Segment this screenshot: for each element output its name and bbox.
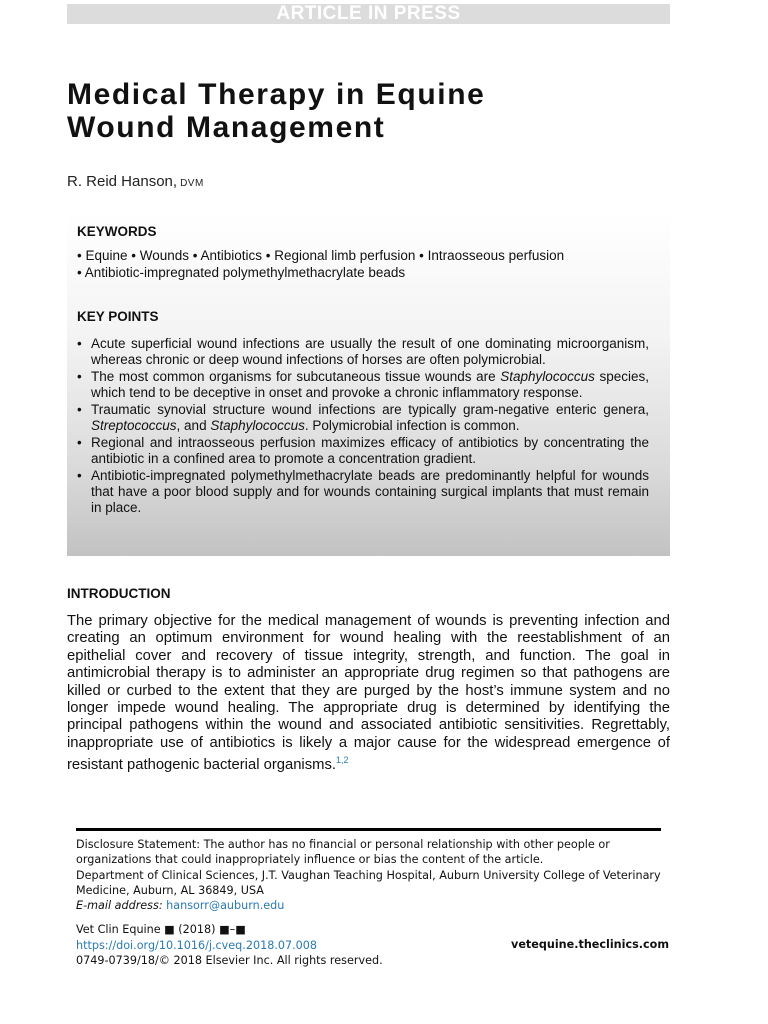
key-point-text: species, which tend to be deceptive in onset and provoke a chronic inflammatory response.: [91, 369, 649, 400]
introduction-paragraph: [67, 613, 670, 775]
author-degree: DVM: [180, 178, 204, 189]
bullet-icon: •: [77, 468, 82, 483]
journal-citation: Vet Clin Equine ■ (2018) ■–■: [76, 923, 246, 936]
email-line: [76, 898, 666, 913]
article-title: [67, 78, 687, 144]
disclosure-block: [76, 837, 666, 913]
keywords-list: [77, 247, 667, 281]
bullet-icon: •: [77, 402, 82, 417]
key-point-item: [77, 402, 649, 434]
introduction-text: The primary objective for the medical management of wounds is preventing infection and creating an optimum environment for wound healing with the reestablishment of an epithelial cover and recovery of tissue integrity, strength, and function. The goal in antimicrobial therapy is to administer an appropriate drug regimen so that pathogens are killed or curbed to the extent that they are purged by the host’s immune system and no longer impede wound healing. The appropriate drug is determined by identifying the principal pathogens within the wound and associated antibiotic sensitivities. Regrettably, inappropriate use of antibiotics is likely a major cause for the widespread emergence of resistant pathogenic bacterial organisms.: [67, 613, 670, 774]
introduction-heading: INTRODUCTION: [67, 586, 171, 601]
email-link[interactable]: hansorr@auburn.edu: [166, 899, 285, 913]
journal-website[interactable]: vetequine.theclinics.com: [511, 938, 669, 951]
title-line-2: Wound Management: [67, 111, 386, 144]
bullet-icon: •: [77, 369, 82, 384]
key-point-text: The most common organisms for subcutaneous tissue wounds are: [91, 369, 501, 384]
key-points-list: [77, 336, 649, 517]
key-point-item: [77, 369, 649, 401]
key-point-text: Traumatic synovial structure wound infections are typically gram-negative enteric genera,: [91, 402, 649, 417]
bullet-icon: •: [77, 435, 82, 450]
keywords-line-1: • Equine • Wounds • Antibiotics • Regional limb perfusion • Intraosseous perfusion: [77, 248, 565, 263]
article-in-press-banner: ARTICLE IN PRESS: [67, 4, 670, 24]
keywords-heading: KEYWORDS: [77, 224, 157, 239]
reference-link[interactable]: 1,2: [335, 755, 349, 766]
key-point-item: [77, 468, 649, 516]
organism-name: Staphylococcus: [500, 369, 595, 384]
key-point-item: [77, 435, 649, 467]
email-label: E-mail address:: [76, 899, 163, 913]
author-name: R. Reid Hanson,: [67, 173, 178, 190]
bullet-icon: •: [77, 336, 82, 351]
organism-name: Staphylococcus: [210, 418, 305, 433]
key-point-text: Acute superficial wound infections are usually the result of one dominating microorganism, whereas chronic or deep wound infections of horses are often polymicrobial.: [91, 336, 649, 367]
key-point-text: Regional and intraosseous perfusion maximizes efficacy of antibiotics by concentrating the antibiotic in a confined area to promote a concentration gradient.: [91, 435, 649, 466]
key-point-text: . Polymicrobial infection is common.: [304, 418, 520, 433]
key-points-heading: KEY POINTS: [77, 309, 159, 324]
key-point-text: Antibiotic-impregnated polymethylmethacrylate beads are predominantly helpful for wounds that have a poor blood supply and for wounds containing surgical implants that must remain in place.: [91, 468, 649, 515]
footnote-divider: [76, 828, 661, 831]
keywords-keypoints-box: [67, 213, 670, 556]
key-point-item: [77, 336, 649, 368]
keywords-line-2: • Antibiotic-impregnated polymethylmethacrylate beads: [77, 265, 406, 280]
disclosure-statement: Disclosure Statement: The author has no financial or personal relationship with other people or organizations that could inappropriately influence or bias the content of the article.: [76, 838, 610, 867]
doi-link[interactable]: https://doi.org/10.1016/j.cveq.2018.07.008: [76, 938, 318, 952]
author-line: [67, 173, 204, 190]
author-affiliation: Department of Clinical Sciences, J.T. Vaughan Teaching Hospital, Auburn University College of Veterinary Medicine, Auburn, AL 36849, USA: [76, 868, 661, 897]
key-point-text: , and: [176, 418, 211, 433]
organism-name: Streptococcus: [91, 418, 177, 433]
copyright-line: 0749-0739/18/© 2018 Elsevier Inc. All rights reserved.: [76, 954, 383, 967]
title-line-1: Medical Therapy in Equine: [67, 78, 486, 111]
